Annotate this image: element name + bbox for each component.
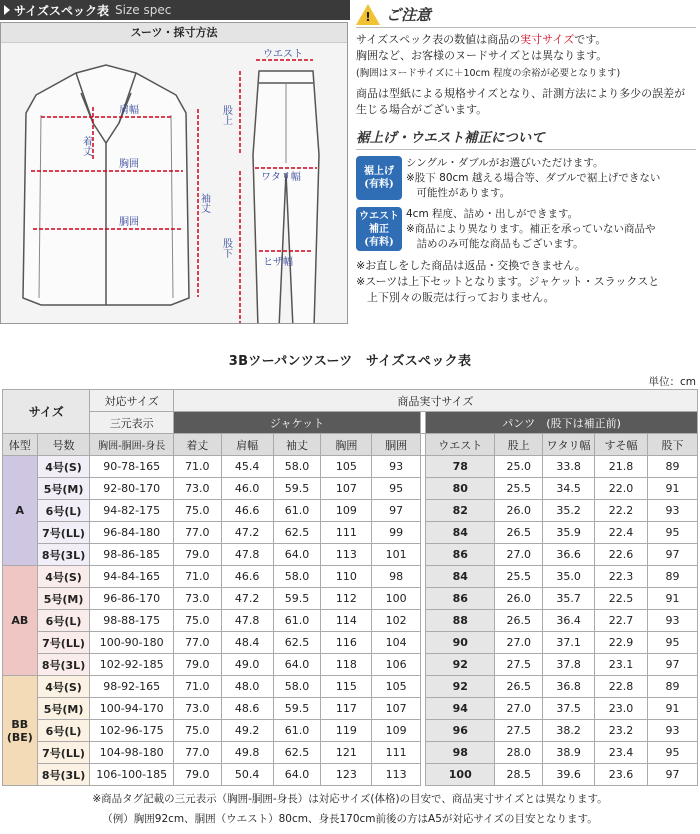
jacket-value-cell: 46.6 bbox=[221, 500, 273, 522]
pants-value-cell: 25.0 bbox=[495, 456, 543, 478]
jacket-value-cell: 61.0 bbox=[273, 500, 321, 522]
notice-panel bbox=[356, 2, 696, 306]
pants-value-cell: 36.6 bbox=[543, 544, 595, 566]
pants-value-cell: 22.2 bbox=[595, 500, 648, 522]
jacket-value-cell: 113 bbox=[321, 544, 372, 566]
jacket-value-cell: 47.8 bbox=[221, 610, 273, 632]
jacket-value-cell: 107 bbox=[372, 698, 421, 720]
jacket-value-cell: 98 bbox=[372, 566, 421, 588]
jacket-value-cell: 46.0 bbox=[221, 478, 273, 500]
jacket-value-cell: 93 bbox=[372, 456, 421, 478]
jacket-value-cell: 58.0 bbox=[273, 566, 321, 588]
pants-value-cell: 93 bbox=[647, 500, 697, 522]
pants-value-cell: 28.5 bbox=[495, 764, 543, 786]
jacket-value-cell: 71.0 bbox=[173, 676, 221, 698]
sangen-cell: 96-84-180 bbox=[90, 522, 173, 544]
jacket-value-cell: 114 bbox=[321, 610, 372, 632]
col-head: 袖丈 bbox=[273, 434, 321, 456]
header-jacket: ジャケット bbox=[173, 412, 420, 434]
jacket-value-cell: 113 bbox=[372, 764, 421, 786]
size-number-cell: 7号(LL) bbox=[37, 522, 90, 544]
col-head: 胴囲 bbox=[372, 434, 421, 456]
table-row bbox=[3, 676, 698, 698]
pants-value-cell: 89 bbox=[647, 456, 697, 478]
sangen-cell: 92-80-170 bbox=[90, 478, 173, 500]
size-number-cell: 8号(3L) bbox=[37, 654, 90, 676]
pants-value-cell: 38.2 bbox=[543, 720, 595, 742]
pants-value-cell: 27.0 bbox=[495, 632, 543, 654]
jacket-illustration bbox=[23, 65, 189, 305]
jacket-value-cell: 75.0 bbox=[173, 500, 221, 522]
jacket-value-cell: 59.5 bbox=[273, 588, 321, 610]
warning-icon: ! bbox=[356, 4, 380, 26]
hemming-section-title: 裾上げ・ウエスト補正について bbox=[356, 126, 696, 150]
pants-value-cell: 22.9 bbox=[595, 632, 648, 654]
pants-value-cell: 96 bbox=[426, 720, 495, 742]
notice-header bbox=[356, 2, 696, 28]
jacket-value-cell: 64.0 bbox=[273, 544, 321, 566]
table-row bbox=[3, 654, 698, 676]
table-row bbox=[3, 764, 698, 786]
size-number-cell: 6号(L) bbox=[37, 720, 90, 742]
col-head: ワタリ幅 bbox=[543, 434, 595, 456]
table-row bbox=[3, 720, 698, 742]
header-sangen: 三元表示 bbox=[90, 412, 173, 434]
jacket-value-cell: 47.2 bbox=[221, 588, 273, 610]
pants-value-cell: 97 bbox=[647, 544, 697, 566]
section-title: サイズスペック表 bbox=[14, 3, 110, 18]
label-sleeve: 袖丈 bbox=[198, 193, 210, 213]
pants-value-cell: 35.2 bbox=[543, 500, 595, 522]
pants-value-cell: 93 bbox=[647, 720, 697, 742]
header-taiou: 対応サイズ bbox=[90, 390, 173, 412]
pants-value-cell: 84 bbox=[426, 522, 495, 544]
pants-value-cell: 22.5 bbox=[595, 588, 648, 610]
jacket-value-cell: 58.0 bbox=[273, 676, 321, 698]
jacket-value-cell: 59.5 bbox=[273, 698, 321, 720]
jacket-value-cell: 117 bbox=[321, 698, 372, 720]
jacket-value-cell: 123 bbox=[321, 764, 372, 786]
pants-value-cell: 23.1 bbox=[595, 654, 648, 676]
pants-value-cell: 26.5 bbox=[495, 522, 543, 544]
pants-value-cell: 35.7 bbox=[543, 588, 595, 610]
pants-value-cell: 97 bbox=[647, 654, 697, 676]
notice-text-1: サイズスペック表の数値は商品の実寸サイズです。 bbox=[356, 33, 607, 46]
pants-value-cell: 36.8 bbox=[543, 676, 595, 698]
jacket-value-cell: 99 bbox=[372, 522, 421, 544]
triangle-right-icon bbox=[4, 5, 10, 15]
pants-value-cell: 22.6 bbox=[595, 544, 648, 566]
pants-value-cell: 28.0 bbox=[495, 742, 543, 764]
sangen-cell: 104-98-180 bbox=[90, 742, 173, 764]
size-number-cell: 5号(M) bbox=[37, 478, 90, 500]
pants-value-cell: 91 bbox=[647, 478, 697, 500]
jacket-value-cell: 79.0 bbox=[173, 764, 221, 786]
table-title: 3Bツーパンツスーツ サイズスペック表 bbox=[228, 354, 472, 369]
unit-label: 単位：cm bbox=[648, 376, 696, 388]
pants-value-cell: 78 bbox=[426, 456, 495, 478]
header-shohin: 商品実寸サイズ bbox=[173, 390, 697, 412]
pants-value-cell: 22.3 bbox=[595, 566, 648, 588]
jacket-value-cell: 100 bbox=[372, 588, 421, 610]
size-number-cell: 8号(3L) bbox=[37, 544, 90, 566]
sangen-cell: 102-96-175 bbox=[90, 720, 173, 742]
jacket-value-cell: 102 bbox=[372, 610, 421, 632]
table-row bbox=[3, 500, 698, 522]
pants-value-cell: 92 bbox=[426, 654, 495, 676]
jacket-value-cell: 75.0 bbox=[173, 610, 221, 632]
table-row bbox=[3, 544, 698, 566]
jacket-value-cell: 49.0 bbox=[221, 654, 273, 676]
jacket-value-cell: 107 bbox=[321, 478, 372, 500]
sangen-cell: 102-92-185 bbox=[90, 654, 173, 676]
pants-value-cell: 26.0 bbox=[495, 588, 543, 610]
sangen-cell: 100-90-180 bbox=[90, 632, 173, 654]
pants-value-cell: 89 bbox=[647, 566, 697, 588]
pants-value-cell: 86 bbox=[426, 588, 495, 610]
waist-adjust-info bbox=[356, 207, 696, 252]
suit-illustration bbox=[1, 43, 347, 323]
notice-text-5: ※お直しをした商品は返品・交換できません。 bbox=[356, 259, 586, 272]
pants-value-cell: 95 bbox=[647, 742, 697, 764]
footer-note-1: ※商品タグ記載の三元表示（胸囲-胴囲-身長）は対応サイズ(体格)の目安で、商品実寸サイズとは異なります。 bbox=[92, 793, 608, 805]
pants-value-cell: 35.9 bbox=[543, 522, 595, 544]
jacket-value-cell: 77.0 bbox=[173, 522, 221, 544]
pants-value-cell: 95 bbox=[647, 522, 697, 544]
jacket-value-cell: 119 bbox=[321, 720, 372, 742]
pants-value-cell: 27.5 bbox=[495, 654, 543, 676]
jacket-value-cell: 62.5 bbox=[273, 742, 321, 764]
label-thigh: ワタリ幅 bbox=[261, 172, 301, 183]
notice-text-4: 商品は型紙による規格サイズとなり、計測方法により多少の誤差が生じる場合がございます。 bbox=[356, 87, 686, 116]
pants-value-cell: 27.5 bbox=[495, 720, 543, 742]
label-waist: 胴囲 bbox=[119, 217, 139, 228]
section-header bbox=[0, 0, 350, 20]
hemming-badge: 裾上げ (有料) bbox=[356, 156, 402, 200]
pants-value-cell: 93 bbox=[647, 610, 697, 632]
sangen-cell: 98-88-175 bbox=[90, 610, 173, 632]
jacket-value-cell: 79.0 bbox=[173, 544, 221, 566]
label-inseam: 股下 bbox=[220, 238, 232, 258]
jacket-value-cell: 71.0 bbox=[173, 456, 221, 478]
size-number-cell: 5号(M) bbox=[37, 588, 90, 610]
sangen-cell: 96-86-170 bbox=[90, 588, 173, 610]
pants-value-cell: 37.5 bbox=[543, 698, 595, 720]
size-number-cell: 4号(S) bbox=[37, 676, 90, 698]
table-row bbox=[3, 478, 698, 500]
sangen-cell: 94-82-175 bbox=[90, 500, 173, 522]
jacket-value-cell: 61.0 bbox=[273, 610, 321, 632]
pants-value-cell: 86 bbox=[426, 544, 495, 566]
jacket-value-cell: 104 bbox=[372, 632, 421, 654]
jacket-value-cell: 97 bbox=[372, 500, 421, 522]
size-number-cell: 6号(L) bbox=[37, 610, 90, 632]
jacket-value-cell: 77.0 bbox=[173, 742, 221, 764]
jacket-value-cell: 111 bbox=[321, 522, 372, 544]
pants-value-cell: 23.6 bbox=[595, 764, 648, 786]
table-row bbox=[3, 456, 698, 478]
jacket-value-cell: 64.0 bbox=[273, 764, 321, 786]
jacket-value-cell: 64.0 bbox=[273, 654, 321, 676]
jacket-value-cell: 101 bbox=[372, 544, 421, 566]
sangen-cell: 100-94-170 bbox=[90, 698, 173, 720]
hemming-text: シングル・ダブルがお選びいただけます。 ※股下 80cm 越える場合等、ダブルで裾上げできない 可能性があります。 bbox=[406, 157, 661, 199]
pants-value-cell: 39.6 bbox=[543, 764, 595, 786]
size-spec-table bbox=[2, 389, 698, 786]
sangen-cell: 94-84-165 bbox=[90, 566, 173, 588]
diagram-title: スーツ・採寸方法 bbox=[1, 23, 347, 43]
pants-value-cell: 38.9 bbox=[543, 742, 595, 764]
pants-value-cell: 23.0 bbox=[595, 698, 648, 720]
jacket-value-cell: 112 bbox=[321, 588, 372, 610]
table-row bbox=[3, 588, 698, 610]
pants-value-cell: 92 bbox=[426, 676, 495, 698]
jacket-value-cell: 59.5 bbox=[273, 478, 321, 500]
notice-text-6: ※スーツは上下セットとなります。ジャケット・スラックスと bbox=[356, 275, 660, 288]
pants-value-cell: 23.2 bbox=[595, 720, 648, 742]
jacket-value-cell: 48.4 bbox=[221, 632, 273, 654]
notice-title: ご注意 bbox=[386, 6, 432, 24]
pants-value-cell: 22.4 bbox=[595, 522, 648, 544]
pants-value-cell: 95 bbox=[647, 632, 697, 654]
jacket-value-cell: 48.0 bbox=[221, 676, 273, 698]
jacket-value-cell: 118 bbox=[321, 654, 372, 676]
jacket-value-cell: 50.4 bbox=[221, 764, 273, 786]
jacket-value-cell: 109 bbox=[372, 720, 421, 742]
jacket-value-cell: 49.2 bbox=[221, 720, 273, 742]
pants-value-cell: 82 bbox=[426, 500, 495, 522]
jacket-value-cell: 95 bbox=[372, 478, 421, 500]
pants-value-cell: 26.5 bbox=[495, 610, 543, 632]
size-number-cell: 4号(S) bbox=[37, 566, 90, 588]
pants-value-cell: 25.5 bbox=[495, 566, 543, 588]
sangen-cell: 90-78-165 bbox=[90, 456, 173, 478]
pants-value-cell: 37.1 bbox=[543, 632, 595, 654]
sangen-cell: 106-100-185 bbox=[90, 764, 173, 786]
jacket-value-cell: 61.0 bbox=[273, 720, 321, 742]
jacket-value-cell: 45.4 bbox=[221, 456, 273, 478]
jacket-value-cell: 62.5 bbox=[273, 522, 321, 544]
jacket-value-cell: 105 bbox=[372, 676, 421, 698]
col-head: 胸囲 bbox=[321, 434, 372, 456]
table-row bbox=[3, 610, 698, 632]
pants-value-cell: 37.8 bbox=[543, 654, 595, 676]
jacket-value-cell: 73.0 bbox=[173, 478, 221, 500]
measurement-diagram bbox=[0, 22, 348, 324]
pants-value-cell: 33.8 bbox=[543, 456, 595, 478]
pants-value-cell: 94 bbox=[426, 698, 495, 720]
body-type-cell: AB bbox=[3, 566, 38, 676]
label-chest: 胸囲 bbox=[119, 159, 139, 170]
pants-value-cell: 22.8 bbox=[595, 676, 648, 698]
col-head: 股下 bbox=[647, 434, 697, 456]
jacket-value-cell: 75.0 bbox=[173, 720, 221, 742]
size-number-cell: 7号(LL) bbox=[37, 742, 90, 764]
pants-value-cell: 22.7 bbox=[595, 610, 648, 632]
label-knee: ヒザ幅 bbox=[263, 257, 293, 268]
jacket-value-cell: 46.6 bbox=[221, 566, 273, 588]
notice-text-3: (胸囲はヌードサイズに＋10cm 程度の余裕が必要となります) bbox=[356, 68, 621, 79]
header-pants: パンツ (股下は補正前) bbox=[426, 412, 698, 434]
col-head: 着丈 bbox=[173, 434, 221, 456]
footer-note-2: （例）胸囲92cm、胴囲（ウエスト）80cm、身長170cm前後の方はA5が対応サイズの目安となります。 bbox=[102, 813, 598, 825]
table-row bbox=[3, 698, 698, 720]
label-pants-waist: ウエスト bbox=[263, 49, 303, 60]
jacket-value-cell: 49.8 bbox=[221, 742, 273, 764]
jacket-value-cell: 71.0 bbox=[173, 566, 221, 588]
header-taikei: 体型 bbox=[3, 434, 38, 456]
jacket-value-cell: 116 bbox=[321, 632, 372, 654]
jacket-value-cell: 109 bbox=[321, 500, 372, 522]
jacket-value-cell: 77.0 bbox=[173, 632, 221, 654]
pants-value-cell: 91 bbox=[647, 698, 697, 720]
jacket-value-cell: 111 bbox=[372, 742, 421, 764]
body-type-cell: BB (BE) bbox=[3, 676, 38, 786]
header-gousu: 号数 bbox=[37, 434, 90, 456]
jacket-value-cell: 73.0 bbox=[173, 588, 221, 610]
header-mune: 胸囲-胴囲-身長 bbox=[90, 434, 173, 456]
pants-value-cell: 100 bbox=[426, 764, 495, 786]
pants-value-cell: 27.0 bbox=[495, 544, 543, 566]
notice-text-7: 上下別々の販売は行っておりません。 bbox=[356, 291, 555, 304]
size-number-cell: 6号(L) bbox=[37, 500, 90, 522]
pants-value-cell: 34.5 bbox=[543, 478, 595, 500]
hemming-info bbox=[356, 156, 696, 201]
label-shoulder: 肩幅 bbox=[119, 105, 139, 116]
size-number-cell: 4号(S) bbox=[37, 456, 90, 478]
col-head: 股上 bbox=[495, 434, 543, 456]
section-subtitle: Size spec bbox=[115, 3, 172, 17]
table-row bbox=[3, 522, 698, 544]
pants-value-cell: 26.5 bbox=[495, 676, 543, 698]
pants-value-cell: 26.0 bbox=[495, 500, 543, 522]
jacket-value-cell: 105 bbox=[321, 456, 372, 478]
jacket-value-cell: 62.5 bbox=[273, 632, 321, 654]
size-number-cell: 5号(M) bbox=[37, 698, 90, 720]
waist-adjust-badge: ウエスト 補正 (有料) bbox=[356, 207, 402, 251]
jacket-value-cell: 47.8 bbox=[221, 544, 273, 566]
pants-value-cell: 21.8 bbox=[595, 456, 648, 478]
col-head: 肩幅 bbox=[221, 434, 273, 456]
sangen-cell: 98-92-165 bbox=[90, 676, 173, 698]
pants-value-cell: 25.5 bbox=[495, 478, 543, 500]
pants-value-cell: 84 bbox=[426, 566, 495, 588]
waist-adjust-text: 4cm 程度、詰め・出しができます。 ※商品により異なります。補正を承っていない商品や 詰めのみ可能な商品もございます。 bbox=[406, 208, 656, 250]
jacket-value-cell: 106 bbox=[372, 654, 421, 676]
header-size: サイズ bbox=[3, 390, 90, 434]
pants-value-cell: 36.4 bbox=[543, 610, 595, 632]
notice-text-2: 胸囲など、お客様のヌードサイズとは異なります。 bbox=[356, 49, 608, 62]
col-head: すそ幅 bbox=[595, 434, 648, 456]
pants-value-cell: 88 bbox=[426, 610, 495, 632]
pants-value-cell: 98 bbox=[426, 742, 495, 764]
jacket-value-cell: 115 bbox=[321, 676, 372, 698]
pants-value-cell: 80 bbox=[426, 478, 495, 500]
jacket-value-cell: 121 bbox=[321, 742, 372, 764]
pants-value-cell: 35.0 bbox=[543, 566, 595, 588]
pants-value-cell: 97 bbox=[647, 764, 697, 786]
body-type-cell: A bbox=[3, 456, 38, 566]
table-row bbox=[3, 742, 698, 764]
highlight-actual-size: 実寸サイズ bbox=[520, 33, 575, 46]
sangen-cell: 98-86-185 bbox=[90, 544, 173, 566]
jacket-value-cell: 47.2 bbox=[221, 522, 273, 544]
pants-value-cell: 91 bbox=[647, 588, 697, 610]
jacket-value-cell: 110 bbox=[321, 566, 372, 588]
pants-value-cell: 23.4 bbox=[595, 742, 648, 764]
jacket-value-cell: 58.0 bbox=[273, 456, 321, 478]
size-number-cell: 8号(3L) bbox=[37, 764, 90, 786]
table-row bbox=[3, 632, 698, 654]
pants-illustration bbox=[253, 71, 319, 323]
label-length: 着丈 bbox=[80, 136, 92, 156]
jacket-value-cell: 48.6 bbox=[221, 698, 273, 720]
pants-value-cell: 27.0 bbox=[495, 698, 543, 720]
size-number-cell: 7号(LL) bbox=[37, 632, 90, 654]
pants-value-cell: 22.0 bbox=[595, 478, 648, 500]
table-row bbox=[3, 566, 698, 588]
label-rise: 股上 bbox=[220, 105, 232, 125]
col-head: ウエスト bbox=[426, 434, 495, 456]
pants-value-cell: 90 bbox=[426, 632, 495, 654]
jacket-value-cell: 79.0 bbox=[173, 654, 221, 676]
pants-value-cell: 89 bbox=[647, 676, 697, 698]
jacket-value-cell: 73.0 bbox=[173, 698, 221, 720]
